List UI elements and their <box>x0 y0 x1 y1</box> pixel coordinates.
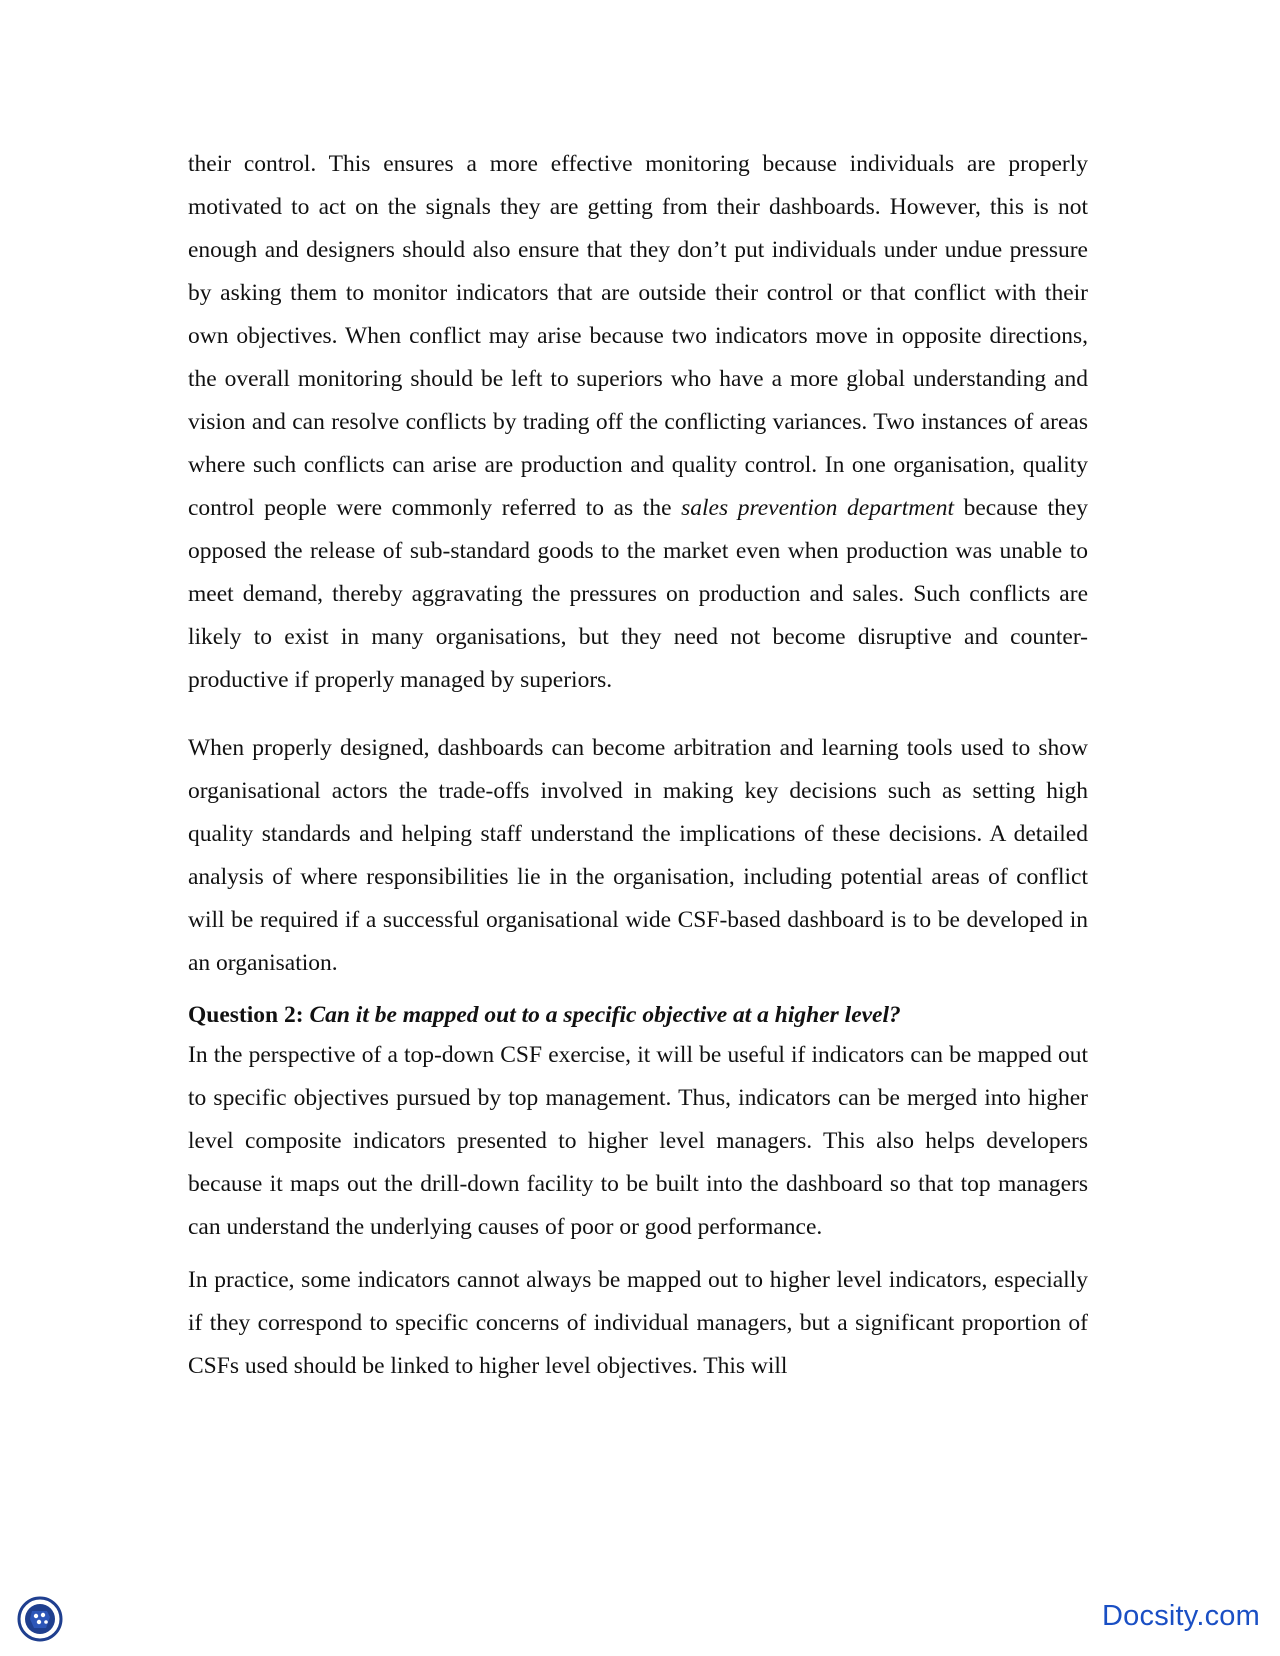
question-label: Question 2: <box>188 1002 304 1028</box>
paragraph-1-text: their control. This ensures a more effective monitoring because individuals are properly motivated to act on the signals they are getting from their dashboards. However, this is not enough and designers should also ensure that they don’t put individuals under undue pressure by asking them to monitor indicators that are outside their control or that conflict with their own objectives. When conflict may arise because two indicators move in opposite directions, the overall monitoring should be left to superiors who have a more global understanding and vision and can resolve conflicts by trading off the conflicting variances. Two instances of areas where such conflicts can arise are production and quality control. In one organisation, quality control people were commonly referred to as <box>188 151 1088 521</box>
paragraph-1-the: the <box>642 495 672 521</box>
document-body <box>188 143 1088 1388</box>
question-heading <box>188 994 1088 1036</box>
paragraph-1-italic-phrase: sales prevention department <box>681 495 954 521</box>
paragraph-2: When properly designed, dashboards can become arbitration and learning tools used to show organisational actors the trade-offs involved in making key decisions such as setting high quality standards and helping staff understand the implications of these decisions. A detailed analysis of where responsibilities lie in the organisation, including potential areas of conflict will be required if a successful organisational wide CSF-based dashboard is to be developed in an organisation. <box>188 735 1088 976</box>
paragraph-4: In practice, some indicators cannot always be mapped out to higher level indicators, especially if they correspond to specific concerns of individual managers, but a significant proportion of CSFs used should be linked to higher level objectives. This will <box>188 1267 1088 1379</box>
paragraph-3: In the perspective of a top-down CSF exercise, it will be useful if indicators can be mapped out to specific objectives pursued by top management. Thus, indicators can be merged into higher level composite indicators presented to higher level managers. This also helps developers because it maps out the drill-down facility to be built into the dashboard so that top managers can understand the underlying causes of poor or good performance. <box>188 1042 1088 1240</box>
paragraph-1 <box>188 143 1088 702</box>
question-text: Can it be mapped out to a specific objective at a higher level? <box>309 1002 901 1028</box>
docsity-logo-icon[interactable] <box>16 1595 64 1643</box>
paragraph-1-end: because they opposed the release of sub-standard goods to the market even when production was unable to meet demand, thereby aggravating the pressures on production and sales. Such conflicts are likely to exist in many organisations, but they need not become disruptive and counter-productive if properly managed by superiors. <box>188 495 1089 693</box>
docsity-brand-link[interactable]: Docsity.com <box>1102 1600 1260 1632</box>
